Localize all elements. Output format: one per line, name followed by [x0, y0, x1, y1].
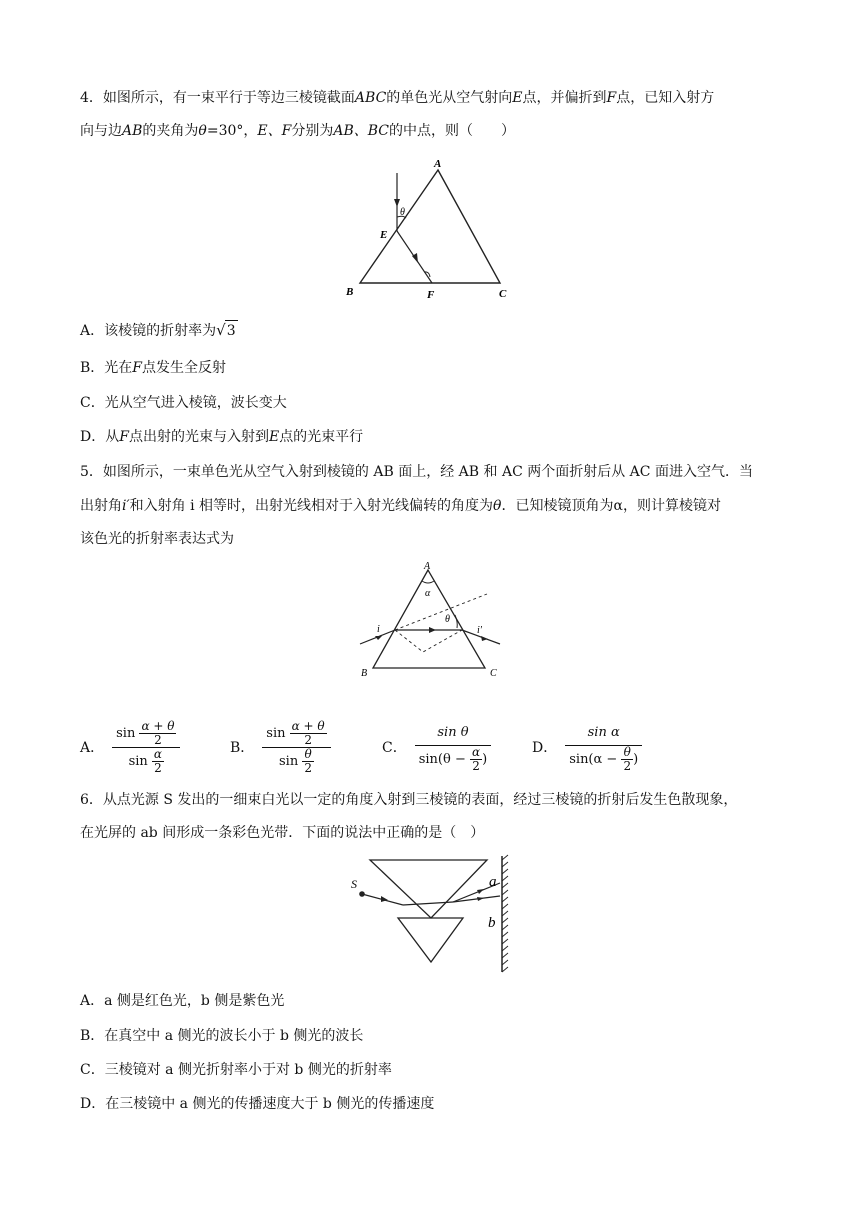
q5-stem-line1: 5．如图所示，一束单色光从空气入射到棱镜的 AB 面上，经 AB 和 AC 两个面折射后从 AC 面进入空气．当 [80, 464, 753, 480]
q5-exit-arrow [481, 636, 488, 641]
q4-label-theta: θ [400, 207, 405, 218]
q5-label-theta: θ [445, 614, 450, 625]
q5-label-alpha: α [425, 588, 431, 599]
q5-label-c: C [490, 668, 497, 679]
q6-label-a: a [489, 874, 497, 890]
q4-prism-figure [340, 155, 520, 305]
q5-label-i: i [377, 624, 380, 635]
q4-option-c[interactable]: C．光从空气进入棱镜，波长变大 [80, 395, 287, 411]
q4-option-b[interactable]: B．光在F点发生全反射 [80, 360, 227, 376]
q5-option-c-fraction: sin θ sin(θ − $\frac{\alpha}{2}$ ) [415, 721, 491, 773]
q4-prism-triangle [360, 170, 500, 283]
q5-normals-dashed [395, 630, 462, 652]
q4-incident-arrow [394, 199, 400, 207]
q4-label-a: A [434, 158, 442, 170]
q5-label-i-prime: i′ [477, 625, 482, 636]
q5-prism-figure [355, 560, 515, 682]
q6-prism-lower [398, 918, 463, 962]
q4-label-f: F [427, 289, 435, 301]
q6-ray-a-arrow [477, 889, 484, 894]
q6-option-b[interactable]: B．在真空中 a 侧光的波长小于 b 侧光的波长 [80, 1028, 364, 1044]
q5-label-a: A [424, 561, 431, 572]
q5-option-a-fraction: sin $\frac{\alpha + \theta}{2}$ sin $\frac{\alpha}{2}$ [112, 720, 180, 775]
q5-label-b: B [361, 668, 368, 679]
q6-option-a[interactable]: A．a 侧是红色光，b 侧是紫色光 [80, 993, 285, 1009]
q4-stem-line2: 向与边AB的夹角为θ=30°，E、F分别为AB、BC的中点，则（ ） [80, 123, 515, 139]
q4-stem-line1: 4．如图所示，有一束平行于等边三棱镜截面ABC的单色光从空气射向E点，并偏折到F点，已知入射方 [80, 90, 715, 106]
q5-inside-arrow [429, 627, 436, 633]
q5-extension-dashed [395, 594, 487, 630]
q4-label-c: C [499, 288, 507, 300]
q4-label-b: B [346, 286, 354, 298]
q5-stem-line3: 该色光的折射率表达式为 [80, 531, 234, 547]
q6-stem-line1: 6．从点光源 S 发出的一细束白光以一定的角度入射到三棱镜的表面，经过三棱镜的折射后发生色散现象， [80, 792, 738, 808]
q5-stem-line2: 出射角i′和入射角 i 相等时，出射光线相对于入射光线偏转的角度为θ．已知棱镜顶角为α，则计算棱镜对 [80, 498, 721, 514]
q5-prism-triangle [373, 570, 485, 668]
q6-label-s: S [351, 877, 357, 891]
q6-dispersion-figure [345, 850, 525, 978]
q6-option-c[interactable]: C．三棱镜对 a 侧光折射率小于对 b 侧光的折射率 [80, 1062, 392, 1078]
q5-option-d[interactable]: D． sin α sin(α − $\frac{\theta}{2}$ ) [532, 722, 642, 772]
q6-prism-upper [370, 860, 487, 918]
q4-option-a[interactable]: A．该棱镜的折射率为√3 [80, 321, 236, 339]
q6-stem-line2: 在光屏的 ab 间形成一条彩色光带．下面的说法中正确的是（ ） [80, 825, 485, 841]
q5-option-b-fraction: sin $\frac{\alpha + \theta}{2}$ sin $\frac{\theta}{2}$ [262, 720, 330, 775]
q5-alpha-arc [422, 581, 434, 583]
q5-option-b[interactable]: B． sin $\frac{\alpha + \theta}{2}$ sin $\frac{\theta}{2}$ [230, 722, 331, 772]
q4-label-e: E [380, 229, 388, 241]
q6-label-b: b [488, 915, 496, 931]
q4-option-d[interactable]: D．从F点出射的光束与入射到E点的光束平行 [80, 429, 364, 445]
q5-option-c[interactable]: C． sin θ sin(θ − $\frac{\alpha}{2}$ ) [382, 722, 491, 772]
q6-option-d[interactable]: D．在三棱镜中 a 侧光的传播速度大于 b 侧光的传播速度 [80, 1096, 435, 1112]
q5-option-d-fraction: sin α sin(α − $\frac{\theta}{2}$ ) [565, 721, 642, 773]
q6-screen-hatching [502, 855, 508, 972]
q5-theta-arc [455, 615, 457, 628]
q5-option-a[interactable]: A． sin $\frac{\alpha + \theta}{2}$ sin $\frac{\alpha}{2}$ [80, 722, 180, 772]
